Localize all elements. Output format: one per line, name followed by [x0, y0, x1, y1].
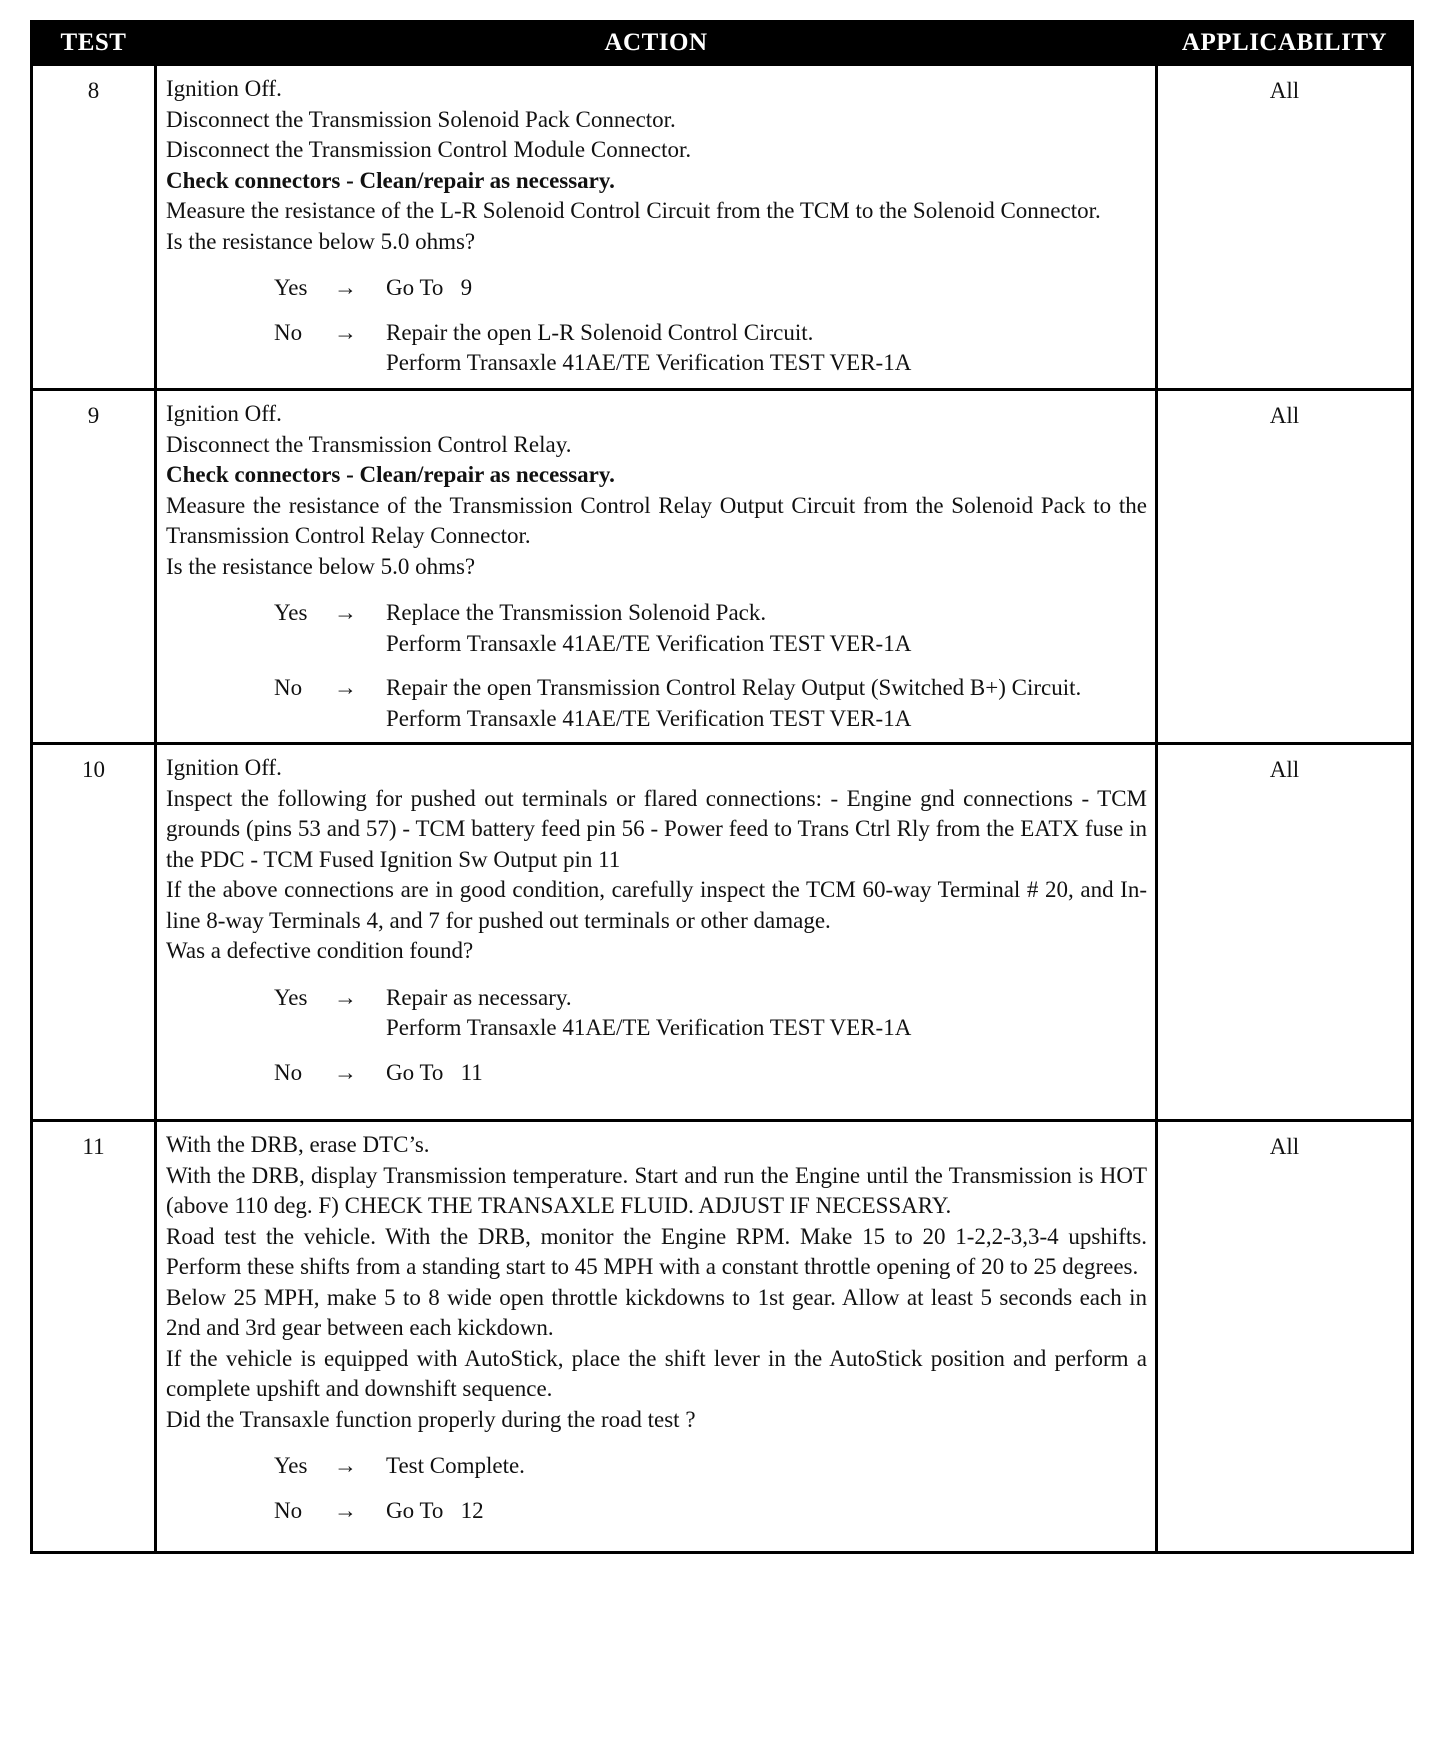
arrow-icon: → — [334, 1497, 357, 1523]
diagnostic-test-table — [30, 20, 1414, 1554]
action-line: Is the resistance below 5.0 ohms? — [166, 228, 476, 254]
action-line: Disconnect the Transmission Control Module Connector. — [166, 137, 692, 162]
answer-label: No — [274, 319, 303, 345]
answer-result — [386, 318, 1147, 379]
action-line: With the DRB, erase DTC’s. — [166, 1132, 430, 1157]
action-line: Measure the resistance of the Transmission Control Relay Output Circuit from the Solenoid Pack to the Transmission Control Relay Connector. — [166, 492, 1147, 548]
arrow-icon: → — [334, 600, 357, 625]
test-number: 9 — [32, 390, 156, 744]
table-header-row — [32, 22, 1413, 65]
answer-yes — [274, 1451, 1147, 1482]
answer-label: Yes — [274, 275, 308, 300]
result-line: Repair as necessary. — [386, 984, 572, 1010]
action-line: Road test the vehicle. With the DRB, monitor the Engine RPM. Make 15 to 20 1-2,2-3,3-4 upshifts. Perform these shifts from a standing start to 45 MPH with a constant throttle opening of 20 to 25 degrees. — [166, 1223, 1147, 1279]
answer-result — [386, 1451, 1147, 1482]
action-line: If the vehicle is equipped with AutoStick, place the shift lever in the AutoStick position and perform a complete upshift and downshift sequence. — [166, 1345, 1147, 1401]
answer-result — [386, 673, 1147, 734]
result-line: Perform Transaxle 41AE/TE Verification TEST VER-1A — [386, 350, 912, 375]
arrow-icon: → — [334, 1059, 357, 1085]
result-line: Perform Transaxle 41AE/TE Verification TEST VER-1A — [386, 1015, 912, 1040]
result-line: Test Complete. — [386, 1453, 525, 1478]
answer-label: No — [274, 1497, 303, 1523]
action-line: If the above connections are in good condition, carefully inspect the TCM 60-way Terminal # 20, and In-line 8-way Terminals 4, and 7 for pushed out terminals or other damage. — [166, 877, 1147, 933]
action-line-bold: Check connectors - Clean/repair as necessary. — [166, 167, 615, 193]
answer-result — [386, 983, 1147, 1044]
answer-label: Yes — [274, 600, 308, 625]
result-line: Perform Transaxle 41AE/TE Verification TEST VER-1A — [386, 705, 912, 731]
arrow-icon: → — [334, 275, 357, 300]
arrow-icon: → — [334, 1453, 357, 1478]
table-row — [32, 65, 1413, 390]
result-line: Repair the open L-R Solenoid Control Circuit. — [386, 319, 814, 345]
action-line: Disconnect the Transmission Control Relay. — [166, 431, 572, 457]
action-line: Disconnect the Transmission Solenoid Pack Connector. — [166, 106, 676, 132]
applicability-cell: All — [1157, 65, 1413, 390]
action-line-bold: Check connectors - Clean/repair as necessary. — [166, 462, 615, 487]
header-test: TEST — [32, 22, 156, 65]
answer-result — [386, 1496, 1147, 1527]
action-line: Did the Transaxle function properly during the road test ? — [166, 1406, 696, 1432]
answer-no — [274, 673, 1147, 734]
answer-no — [274, 1496, 1147, 1527]
answer-result — [386, 1058, 1147, 1089]
result-line: Replace the Transmission Solenoid Pack. — [386, 600, 767, 625]
answer-yes — [274, 983, 1147, 1044]
action-line: Ignition Off. — [166, 76, 282, 101]
action-line: Inspect the following for pushed out terminals or flared connections: - Engine gnd connections - TCM grounds (pins 53 and 57) - TCM battery feed pin 56 - Power feed to Trans Ctrl Rly from the EATX fuse in the PDC - TCM Fused Ignition Sw Output pin 11 — [166, 785, 1147, 872]
action-line: Below 25 MPH, make 5 to 8 wide open throttle kickdowns to 1st gear. Allow at least 5 seconds each in 2nd and 3rd gear between each kickdown. — [166, 1284, 1147, 1340]
test-number: 8 — [32, 65, 156, 390]
action-line: Ignition Off. — [166, 755, 282, 780]
action-cell — [156, 1121, 1157, 1553]
answer-label: No — [274, 1059, 303, 1085]
result-line: Go To 9 — [386, 275, 473, 300]
action-cell — [156, 744, 1157, 1121]
result-line: Go To 11 — [386, 1059, 483, 1085]
answer-result — [386, 598, 1147, 659]
answer-yes — [274, 598, 1147, 659]
procedure-page — [30, 20, 1414, 1554]
test-number: 11 — [32, 1121, 156, 1553]
action-cell — [156, 390, 1157, 744]
answer-label: Yes — [274, 1453, 308, 1478]
header-applicability: APPLICABILITY — [1157, 22, 1413, 65]
answer-label: Yes — [274, 984, 308, 1010]
table-row — [32, 744, 1413, 1121]
action-line: With the DRB, display Transmission temperature. Start and run the Engine until the Transmission is HOT (above 110 deg. F) CHECK THE TRANSAXLE FLUID. ADJUST IF NECESSARY. — [166, 1162, 1147, 1218]
test-number: 10 — [32, 744, 156, 1121]
arrow-icon: → — [334, 319, 357, 345]
result-line: Go To 12 — [386, 1497, 484, 1523]
action-line: Was a defective condition found? — [166, 938, 474, 963]
answer-no — [274, 318, 1147, 379]
action-line: Ignition Off. — [166, 401, 282, 426]
answer-no — [274, 1058, 1147, 1089]
answer-result — [386, 273, 1147, 304]
table-row — [32, 1121, 1413, 1553]
table-row — [32, 390, 1413, 744]
answer-label: No — [274, 675, 303, 700]
header-action: ACTION — [156, 22, 1157, 65]
action-cell — [156, 65, 1157, 390]
arrow-icon: → — [334, 984, 357, 1010]
applicability-cell: All — [1157, 1121, 1413, 1553]
answer-yes — [274, 273, 1147, 304]
action-line: Measure the resistance of the L-R Solenoid Control Circuit from the TCM to the Solenoid Connector. — [166, 198, 1101, 223]
applicability-cell: All — [1157, 744, 1413, 1121]
result-line: Repair the open Transmission Control Relay Output (Switched B+) Circuit. — [386, 675, 1082, 700]
applicability-cell: All — [1157, 390, 1413, 744]
action-line: Is the resistance below 5.0 ohms? — [166, 553, 476, 579]
arrow-icon: → — [334, 675, 357, 700]
result-line: Perform Transaxle 41AE/TE Verification TEST VER-1A — [386, 630, 912, 656]
